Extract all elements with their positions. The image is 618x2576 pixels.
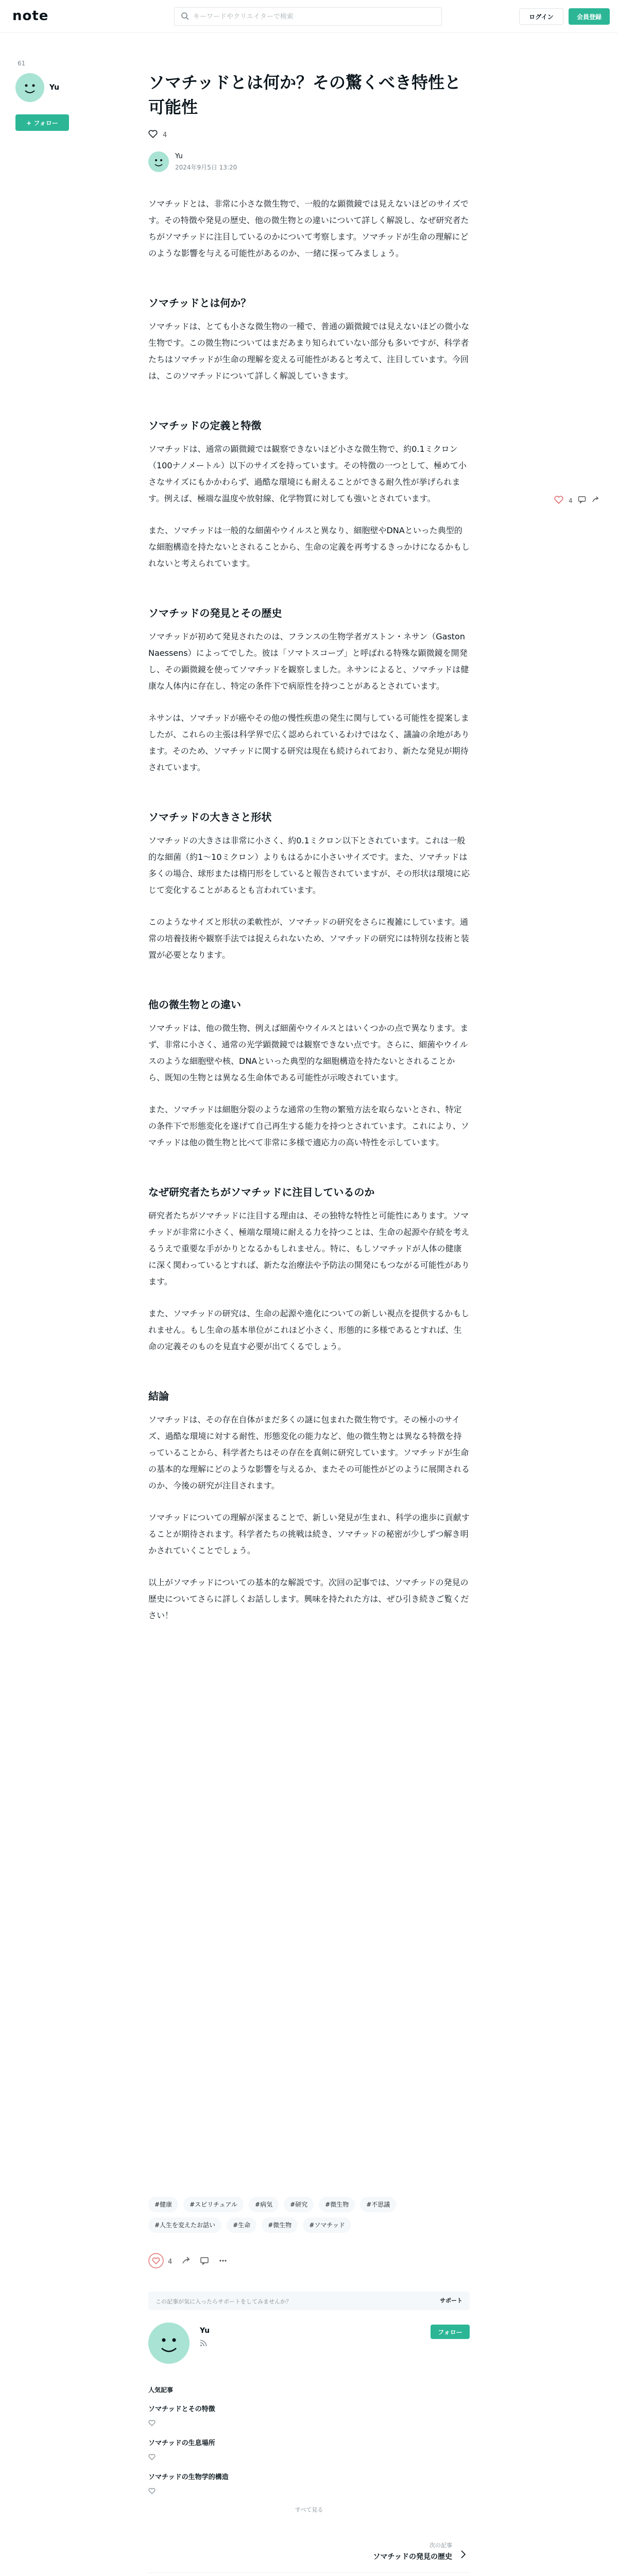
sidebar-author-name[interactable]: Yu (49, 83, 60, 92)
top-header (0, 0, 618, 33)
support-box (148, 2292, 470, 2310)
paragraph: また、ソマチッドの研究は、生命の起源や進化についての新しい視点を提供するかもしれません。もし生命の基本単位がこれほど小さく、形態的に多様であるとすれば、生命の定義そのものを見直す必要が出てくるでしょう。 (148, 1309, 470, 1351)
heart-icon[interactable] (148, 2253, 164, 2270)
section-heading: ソマチッドの定義と特徴 (148, 419, 262, 432)
popular-heading: 人気記事 (148, 2386, 174, 2394)
author-avatar[interactable] (15, 73, 44, 102)
share-icon[interactable] (591, 496, 599, 506)
sidebar-follow-button[interactable] (15, 114, 69, 131)
tag[interactable]: #微生物 (319, 2197, 355, 2212)
paragraph: また、ソマチッドは細胞分裂のような通常の生物の繁殖方法を取らないとされ、特定の条件下で形態変化を遂げて自己再生する能力を持つとされています。これにより、ソマチッドは他の微生物と比べて非常に多様で適応力の高い特性を示しています。 (148, 1105, 469, 1147)
section-heading: なぜ研究者たちがソマチッドに注目しているのか (148, 1186, 375, 1198)
section-heading: 他の微生物との違い (148, 998, 241, 1011)
tag[interactable]: #健康 (148, 2197, 178, 2212)
popular-articles (148, 2385, 470, 2514)
chevron-right-icon[interactable] (459, 2549, 467, 2562)
paragraph: ソマチッドとは、非常に小さな微生物で、一般的な顕微鏡では見えないほどのサイズです。その特徴や発見の歴史、他の微生物との違いについて詳しく解説し、なぜ研究者たちがソマチッドに注目しているのかについて考察します。ソマチッドが生命の理解にどのような影響を与える可能性があるのか、一緒に探ってみましょう。 (148, 199, 469, 258)
like-count-bottom: 4 (168, 2258, 173, 2266)
next-article[interactable] (148, 2535, 470, 2573)
follow-label: フォロー (33, 119, 58, 127)
popular-item[interactable] (148, 2437, 470, 2462)
login-button[interactable]: ログイン (519, 8, 563, 25)
section-heading: ソマチッドの大きさと形状 (148, 811, 272, 823)
heart-icon[interactable] (554, 496, 563, 506)
paragraph: ソマチッドの大きさは非常に小さく、約0.1ミクロン以下とされています。これは一般的な細菌（約1〜10ミクロン）よりもはるかに小さいサイズです。また、ソマチッドは多くの場合、球形または楕円形をしていると報告されていますが、その形状は環境に応じて変化することがあるとも言われています。 (148, 836, 470, 895)
next-article-label: 次の記事 (430, 2542, 452, 2549)
search-icon (181, 12, 189, 22)
floating-actions (554, 496, 599, 506)
heart-icon[interactable] (148, 130, 158, 140)
article-body (148, 196, 470, 1624)
share-icon[interactable] (181, 2256, 191, 2267)
sidebar-count: 61 (18, 60, 26, 67)
heart-icon[interactable] (148, 2418, 156, 2428)
publish-date: 2024年9月5日 13:20 (175, 164, 237, 171)
popular-item[interactable] (148, 2471, 470, 2496)
paragraph: 研究者たちがソマチッドに注目する理由は、その独特な特性と可能性にあります。ソマチッドが非常に小さく、極端な環境に耐える力を持つことは、生命の起源や存続を考えるうえで重要な手がかりとなるかもしれません。特に、もしソマチッドが人体の健康に深く関わっているとすれば、新たな治療法や予防法の開発にもつながる可能性があります。 (148, 1211, 470, 1286)
paragraph: ソマチッドは、通常の顕微鏡では観察できないほど小さな微生物で、約0.1ミクロン（100ナノメートル）以下のサイズを持っています。その特徴の一つとして、極めて小さなサイズにもかかわらず、過酷な環境にも耐えることができる耐久性が挙げられます。例えば、極端な温度や放射線、化学物質に対しても強いとされています。 (148, 444, 467, 503)
tag[interactable]: #ソマチッド (303, 2217, 351, 2233)
article-actions (148, 2251, 470, 2272)
paragraph: ネサンは、ソマチッドが癌やその他の慢性疾患の発生に関与している可能性を提案しましたが、これらの主張は科学界で広く認められているわけではなく、議論の余地があります。そのため、ソマチッドに関する研究は現在も続けられており、新たな発見が期待されています。 (148, 713, 470, 772)
see-all-link[interactable]: すべて見る (295, 2506, 323, 2513)
author-row (148, 149, 470, 175)
paragraph: ソマチッドは、とても小さな微生物の一種で、普通の顕微鏡では見えないほどの微小な生物です。この微生物についてはまだあまり知られていない部分も多いですが、科学者たちはソマチッドが生命の理解を変える可能性があると考えて、注目しています。今回は、このソマチッドについて詳しく解説していきます。 (148, 321, 470, 381)
author-card-name[interactable]: Yu (200, 2327, 210, 2335)
heart-icon[interactable] (148, 2486, 156, 2496)
tag[interactable]: #研究 (284, 2197, 314, 2212)
popular-item-title[interactable]: ソマチッドとその特徴 (148, 2405, 215, 2413)
author-name[interactable]: Yu (175, 152, 183, 160)
section-heading: ソマチッドとは何か？ (148, 297, 251, 309)
like-count: 4 (163, 131, 167, 139)
floating-like-count: 4 (569, 497, 573, 504)
article (148, 70, 470, 1657)
paragraph: ソマチッドが初めて発見されたのは、フランスの生物学者ガストン・ネサン（Gaston Naessens）によってでした。彼は「ソマトスコープ」と呼ばれる特殊な顕微鏡を開発し、その顕微鏡を使ってソマチッドを観察しました。ネサンによると、ソマチッドは健康な人体内に存在し、特定の条件下で病原性を持つことがあるとされています。 (148, 632, 469, 691)
popular-item-title[interactable]: ソマチッドの生息場所 (148, 2439, 215, 2447)
paragraph: ソマチッドについての理解が深まることで、新しい発見が生まれ、科学の進歩に貢献することが期待されます。科学者たちの挑戦は続き、ソマチッドの秘密が少しずつ解き明かされていくことでしょう。 (148, 1513, 470, 1555)
paragraph: ソマチッドは、他の微生物、例えば細菌やウイルスとはいくつかの点で異なります。まず、非常に小さく、通常の光学顕微鏡では観察できない点です。さらに、細菌やウイルスのような細胞壁や核、DNAといった典型的な細胞構造を持たないとされることから、既知の生物とは異なる生命体である可能性が示唆されています。 (148, 1023, 469, 1082)
author-avatar-small[interactable] (148, 151, 169, 172)
popular-item-title[interactable]: ソマチッドの生物学的構造 (148, 2473, 229, 2481)
support-button[interactable]: サポート (440, 2297, 462, 2304)
tag[interactable]: #病気 (249, 2197, 279, 2212)
paragraph: このようなサイズと形状の柔軟性が、ソマチッドの研究をさらに複雑にしています。通常の培養技術や観察手法では捉えられないため、ソマチッドの研究には特別な技術と装置が必要となります。 (148, 917, 469, 960)
note-logo[interactable]: note (12, 8, 49, 24)
tag[interactable]: #人生を変えたお話い (148, 2217, 221, 2233)
comment-icon[interactable] (200, 2256, 209, 2267)
tag[interactable]: #スピリチュアル (183, 2197, 244, 2212)
tag[interactable]: #生命 (227, 2217, 256, 2233)
section-heading: 結論 (148, 1390, 169, 1402)
heart-icon[interactable] (148, 2452, 156, 2462)
tag-list (148, 2197, 470, 2233)
paragraph: ソマチッドは、その存在自体がまだ多くの謎に包まれた微生物です。その極小のサイズ、過酷な環境に対する耐性、形態変化の能力など、他の微生物とは異なる特徴を持っていることから、科学者たちはその存在を真剣に研究しています。ソマチッドが生命の基本的な理解にどのような影響を与えるか、またその可能性がどのように展開されるのか、今後の研究が注目されます。 (148, 1415, 470, 1490)
author-card-follow-button[interactable]: フォロー (431, 2325, 470, 2339)
search-input[interactable] (193, 11, 430, 22)
more-icon[interactable] (218, 2256, 228, 2267)
tag[interactable]: #不思議 (360, 2197, 396, 2212)
tag[interactable]: #微生物 (262, 2217, 298, 2233)
author-card (148, 2323, 470, 2369)
paragraph: また、ソマチッドは一般的な細菌やウイルスと異なり、細胞壁やDNAといった典型的な細胞構造を持たないとされることから、生命の定義を再考するきっかけになるかもしれないと考えられています。 (148, 526, 470, 568)
rss-icon[interactable] (200, 2339, 207, 2349)
paragraph: 以上がソマチッドについての基本的な解説です。次回の記事では、ソマチッドの発見の歴史についてさらに詳しくお話しします。興味を持たれた方は、ぜひ引き続きご覧ください！ (148, 1578, 469, 1620)
article-title: ソマチッドとは何か？その驚くべき特性と可能性 (148, 73, 461, 117)
signup-button[interactable]: 会員登録 (569, 8, 610, 25)
like-row (148, 129, 470, 141)
search-box[interactable] (174, 7, 442, 26)
author-card-avatar[interactable] (148, 2323, 190, 2364)
next-article-title[interactable]: ソマチッドの発見の歴史 (373, 2553, 452, 2561)
section-heading: ソマチッドの発見とその歴史 (148, 607, 282, 619)
popular-item[interactable] (148, 2403, 470, 2428)
comment-icon[interactable] (578, 496, 586, 506)
person-add-icon: + (26, 119, 32, 127)
support-text: この記事が気に入ったらサポートをしてみませんか？ (156, 2298, 291, 2305)
